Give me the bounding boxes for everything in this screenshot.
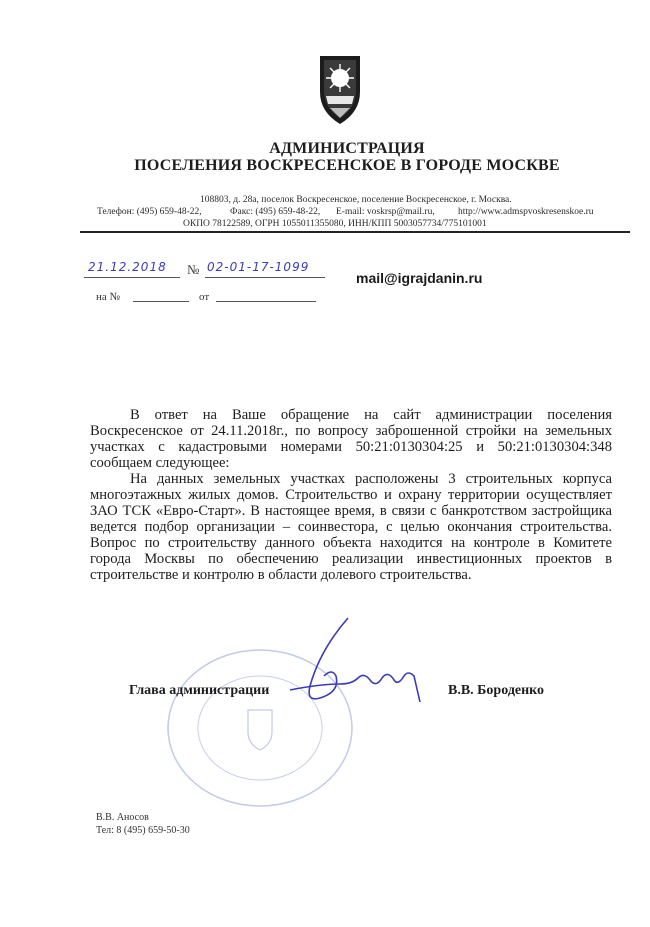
org-title-line1: АДМИНИСТРАЦИЯ xyxy=(269,140,425,157)
executor-name: В.В. Аносов xyxy=(96,812,149,823)
signatory-title: Глава администрации xyxy=(129,683,270,698)
org-phone: Телефон: (495) 659-48-22, xyxy=(97,207,202,217)
number-label: № xyxy=(187,262,200,277)
from-underline xyxy=(216,301,316,302)
signatory-name: В.В. Бороденко xyxy=(448,683,545,698)
org-title-line2: ПОСЕЛЕНИЯ ВОСКРЕСЕНСКОЕ В ГОРОДЕ МОСКВЕ xyxy=(134,157,560,174)
number-underline xyxy=(205,277,325,278)
reference-underline xyxy=(133,301,189,302)
org-fax: Факс: (495) 659-48-22, xyxy=(230,207,321,217)
handwritten-signature xyxy=(280,610,430,710)
date-underline xyxy=(84,277,180,278)
outgoing-number: 02-01-17-1099 xyxy=(207,260,310,274)
executor-phone: Тел: 8 (495) 659-50-30 xyxy=(96,825,190,836)
org-email: E-mail: voskrsp@mail.ru, xyxy=(336,207,435,217)
body-paragraph-1: В ответ на Ваше обращение на сайт администрации поселения Воскресенское от 24.11.2018г., по вопросу заброшенной стройки на земельных участках с кадастровыми номерами 50:21:0130304:25 и 50:21:0130304:348 сообщаем следующее: xyxy=(90,407,612,471)
letter-body xyxy=(90,407,612,583)
header-divider xyxy=(80,231,630,233)
body-paragraph-2: На данных земельных участках расположены 3 строительных корпуса многоэтажных жилых домов. Строительство и охрану территории осуществляет ЗАО ТСК «Евро-Старт». В настоящее время, в связи с банкротством застройщика ведется подбор организации – соинвестора, с целью окончания строительства. Вопрос по строительству данного объекта находится на контроле в Комитете города Москвы по обеспечению реализации инвестиционных проектов в строительстве и контролю в области долевого строительства. xyxy=(90,471,612,583)
reference-label: на № xyxy=(96,291,121,303)
coat-of-arms-emblem xyxy=(318,52,362,136)
org-address: 108803, д. 28а, поселок Воскресенское, поселение Воскресенское, г. Москва. xyxy=(200,195,512,205)
org-registration-codes: ОКПО 78122589, ОГРН 1055011355080, ИНН/КПП 5003057734/775101001 xyxy=(183,219,487,229)
org-website: http://www.admspvoskresenskoe.ru xyxy=(458,207,594,217)
outgoing-date: 21.12.2018 xyxy=(88,260,167,274)
recipient-email: mail@igrajdanin.ru xyxy=(356,270,483,286)
from-label: от xyxy=(199,291,210,303)
